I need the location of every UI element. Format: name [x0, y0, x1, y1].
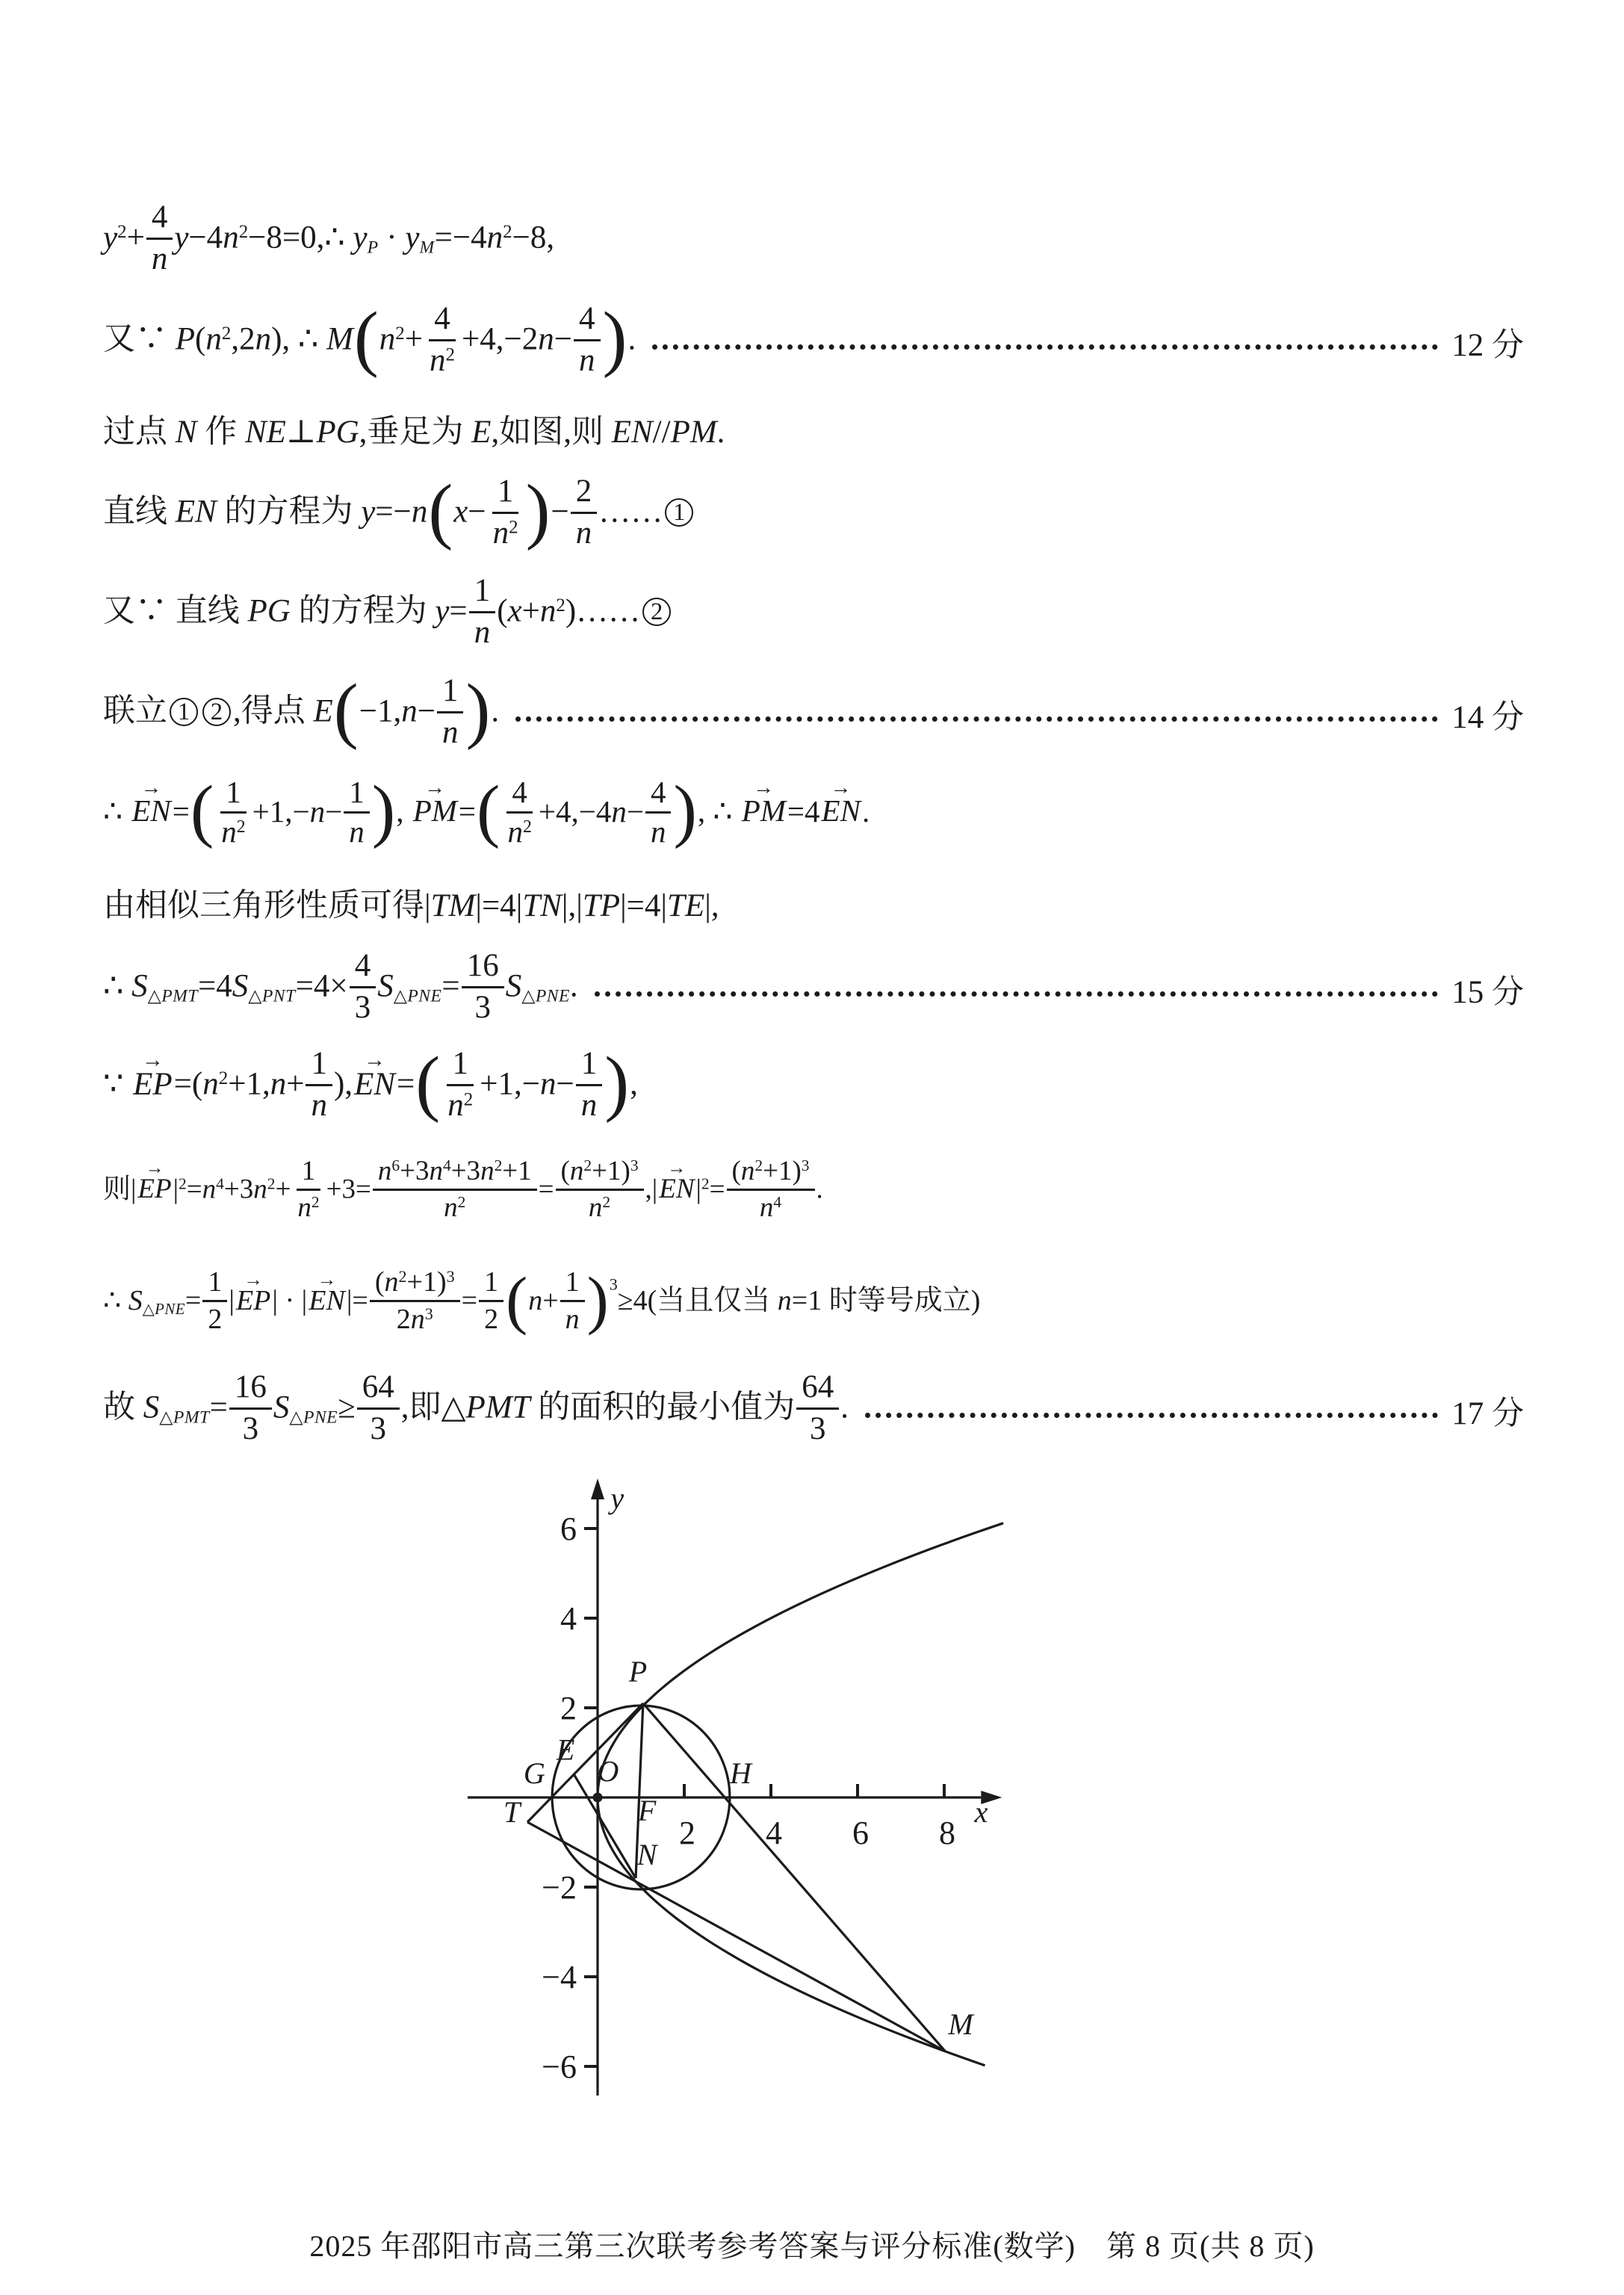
math-expression: 直线 EN 的方程为 y=−n(x− $\frac{1}{n^2}$ )− $\frac{2}{n}$ …… 1: [103, 476, 695, 553]
score-badge: 17 分: [1451, 1396, 1524, 1431]
point-label-P: P: [628, 1655, 648, 1689]
score-badge: 14 分: [1451, 699, 1524, 735]
math-line-6: [103, 665, 1524, 764]
score-badge: 15 分: [1451, 974, 1524, 1010]
math-line-13: [103, 1358, 1524, 1463]
dotted-leader: [652, 335, 1438, 350]
x-tick-label: 4: [766, 1815, 782, 1851]
math-expression: 又∵ 直线 PG 的方程为 y= $\frac{1}{n}$ $(x+n^2)\dots\dots$ 2: [103, 575, 673, 652]
point-label-H: H: [729, 1756, 751, 1790]
coordinate-plot: [456, 1476, 1098, 2128]
math-line-5: [103, 563, 1524, 665]
math-expression: ∴ → EN=( $\frac{1}{n^2}$ +1,−n− $\frac{1}{n}$ ), → PM=( $\frac{4}{n^2}$ +4,−4n− $\frac{4}{n}$ ), ∴ → PM=4→ EN.: [103, 778, 870, 852]
math-line-10: [103, 1038, 1524, 1136]
x-tick-label: 6: [852, 1815, 869, 1851]
math-expression: 过点 N 作 NE⊥PG,垂足为 E,如图,则 EN//PM.: [103, 414, 725, 450]
parabola-curve: [598, 1523, 1003, 2066]
y-tick-label: 2: [560, 1690, 577, 1726]
dotted-leader: [515, 707, 1438, 722]
math-expression: 联立 1 2 ,得点 E(−1,n− $\frac{1}{n}$ ).: [103, 669, 500, 752]
math-expression: 则|→ $EP|^2=n^4+3n^2+$ $\frac{1}{n^2}$ +3= $\frac{n^6+3n^4+3n^2+1}{n^2}$ = $\frac{(n^2+1)^3}{n^2}$ ,|→ $EN|^2=$ $\frac{(n^2+1)^3}{n^4}$ .: [103, 1158, 823, 1225]
math-line-11: [103, 1136, 1524, 1248]
math-expression: $y^2+$ $\frac{4}{n}$ $y-4n^2-8=0,\therefore$ $y_P \cdot y_M=-4n^2-8$,: [103, 199, 555, 276]
page-footer: 2025 年邵阳市高三第三次联考参考答案与评分标准(数学) 第 8 页(共 8 页): [309, 2229, 1315, 2263]
point-label-M: M: [948, 2007, 973, 2041]
score-badge: 12 分: [1451, 327, 1524, 363]
math-line-9: [103, 940, 1524, 1038]
dotted-leader: [595, 982, 1439, 997]
math-line-3: [103, 391, 1524, 466]
point-label-G: G: [523, 1756, 545, 1790]
y-tick-label: 4: [560, 1600, 577, 1637]
y-tick-label: 6: [560, 1511, 577, 1547]
x-tick-label: 2: [679, 1815, 695, 1851]
point-label-F: F: [637, 1794, 657, 1828]
y-axis-label: y: [610, 1481, 625, 1515]
figure-graph: [456, 1476, 1624, 2136]
math-line-1: [103, 188, 1524, 293]
x-tick-label: 8: [939, 1815, 955, 1851]
math-line-7: [103, 764, 1524, 865]
math-expression: 又∵ $P(n^2,2n)$, ∴ $M(n^2+$ $\frac{4}{n^2}$ +4,−2n− $\frac{4}{n}$ ).: [103, 297, 636, 380]
math-expression: ∴ $S_{\triangle PMT}=4S_{\triangle PNT}=4\times$ $\frac{4}{3}$ $S_{\triangle PNE}=$ $\frac{16}{3}$ $S_{\triangle PNE}$.: [103, 948, 578, 1025]
math-line-4: [103, 466, 1524, 563]
segment-T-M: [527, 1822, 945, 2051]
y-axis-arrow: [591, 1478, 604, 1499]
x-axis-label: x: [974, 1795, 988, 1829]
math-expression: ∵ → $EP=(n^2+1,n+$ $\frac{1}{n}$ ),→ EN=( $\frac{1}{n^2}$ +1,−n− $\frac{1}{n}$ ),: [103, 1048, 638, 1125]
math-line-8: [103, 865, 1524, 940]
point-label-E: E: [556, 1732, 575, 1767]
y-tick-label: −4: [542, 1959, 577, 1995]
point-label-O: O: [597, 1754, 619, 1788]
point-label-N: N: [636, 1838, 657, 1871]
y-tick-label: −6: [542, 2048, 577, 2085]
origin-dot: [593, 1793, 603, 1803]
y-tick-label: −2: [542, 1869, 577, 1906]
math-expression: 由相似三角形性质可得|TM|=4|TN|,|TP|=4|TE|,: [103, 888, 719, 923]
math-line-2: [103, 293, 1524, 391]
dotted-leader: [865, 1404, 1438, 1418]
point-label-T: T: [503, 1795, 521, 1829]
math-expression: ∴ $S_{\triangle PNE}=$ $\frac{1}{2}$ |→ EP| · |→ EN|= $\frac{(n^2+1)^3}{2n^3}$ = $\frac{1}{2}$ (n+ $\frac{1}{n}$ )$^3$≥4(当且仅当 n=1 时等号成立): [103, 1269, 980, 1337]
math-line-12: [103, 1248, 1524, 1358]
segment-E-N: [574, 1774, 636, 1878]
math-expression: 故 $S_{\triangle PMT}=$ $\frac{16}{3}$ $S_{\triangle PNE}\ge$ $\frac{64}{3}$ ,即△PMT 的面积的最小值为 $\frac{64}{3}$ .: [103, 1369, 849, 1446]
segment-P-M: [643, 1703, 945, 2051]
